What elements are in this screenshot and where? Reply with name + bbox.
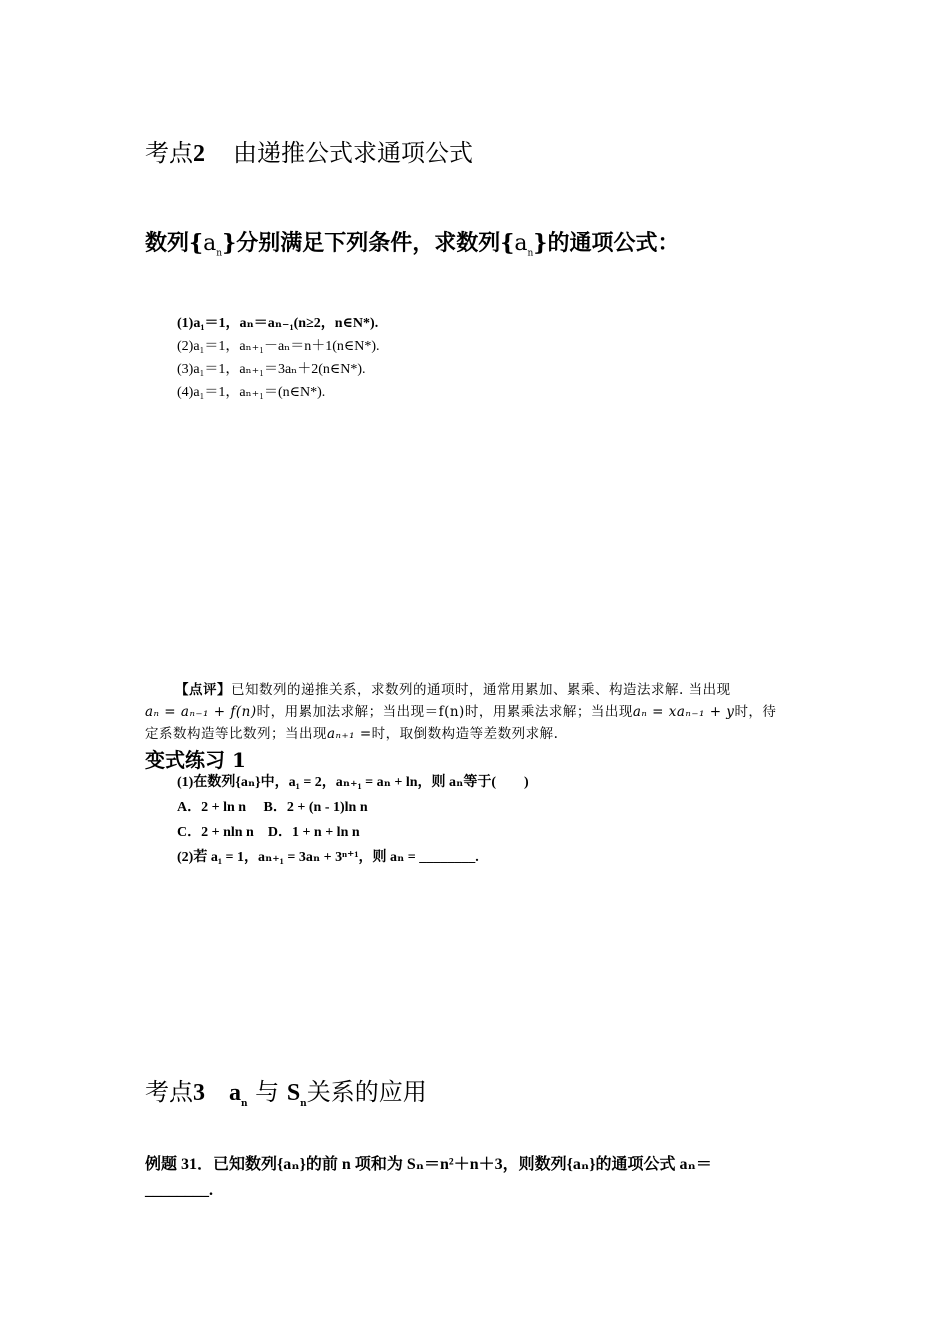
comment-tag: 【点评】 xyxy=(175,682,231,698)
section-number: 2 xyxy=(193,141,205,167)
condition-list xyxy=(177,312,380,404)
section-title-part: 关系的应用 xyxy=(306,1078,427,1106)
comment-block xyxy=(145,679,810,745)
practice-block xyxy=(177,770,529,870)
comment-line xyxy=(145,679,810,701)
comment-line xyxy=(145,723,810,745)
comment-formula: aₙ₊₁ = xyxy=(327,726,372,742)
section-label: 考点 xyxy=(145,139,193,167)
comment-text: 已知数列的递推关系，求数列的通项时，通常用累加、累乘、构造法求解. 当出现 xyxy=(231,682,731,698)
example-31-line1: 例题 31．已知数列{aₙ}的前 n 项和为 Sₙ＝n²＋n＋3，则数列{aₙ}的通项公式 aₙ＝ xyxy=(145,1156,712,1173)
problem-statement xyxy=(145,226,679,257)
lead-part: }的通项公式： xyxy=(533,230,680,256)
comment-text: 时，待 xyxy=(734,704,777,720)
section-heading-2 xyxy=(145,133,473,168)
section-sub: n xyxy=(241,1098,248,1109)
practice-options-ab: A．2 + ln n B．2 + (n - 1)ln n xyxy=(177,800,368,815)
lead-sub: n xyxy=(527,248,534,259)
practice-question-1: (1)在数列{aₙ}中，a₁ = 2，aₙ₊₁ = aₙ + ln，则 aₙ等于( ) xyxy=(177,775,529,790)
section-title: 由递推公式求通项公式 xyxy=(233,139,473,167)
comment-formula: aₙ = aₙ₋₁ + f(n) xyxy=(145,704,257,720)
section-title-part: 与 xyxy=(247,1078,287,1106)
lead-sub: n xyxy=(216,248,223,259)
lead-var: a xyxy=(514,231,528,256)
example-31 xyxy=(145,1152,712,1204)
lead-part: 数列{ xyxy=(145,230,204,256)
condition-item: (1)a₁＝1，aₙ＝aₙ₋₁(n≥2，n∈N*). xyxy=(177,316,379,331)
practice-question-2: (2)若 a₁ = 1，aₙ₊₁ = 3aₙ + 3ⁿ⁺¹，则 aₙ = ________. xyxy=(177,850,479,865)
section-label: 考点 xyxy=(145,1078,193,1106)
lead-part: }分别满足下列条件，求数列{ xyxy=(222,230,515,256)
practice-title: 变式练习 1 xyxy=(145,748,246,772)
practice-options-cd: C．2 + nln n D．1 + n + ln n xyxy=(177,825,360,840)
lead-var: a xyxy=(203,231,217,256)
section-sub: n xyxy=(300,1098,307,1109)
condition-item: (4)a₁＝1，aₙ₊₁＝(n∈N*). xyxy=(177,385,326,400)
comment-text: 时，取倒数构造等差数列求解. xyxy=(371,726,559,742)
comment-text: 定系数构造等比数列；当出现 xyxy=(145,726,327,742)
condition-item: (2)a₁＝1，aₙ₊₁－aₙ＝n＋1(n∈N*). xyxy=(177,339,380,354)
comment-line xyxy=(145,701,810,723)
example-31-line2: ________. xyxy=(145,1182,213,1199)
section-var: a xyxy=(229,1080,241,1106)
comment-formula: aₙ = xaₙ₋₁ + y xyxy=(632,704,735,720)
condition-item: (3)a₁＝1，aₙ₊₁＝3aₙ＋2(n∈N*). xyxy=(177,362,366,377)
section-heading-3 xyxy=(145,1072,427,1107)
section-var: S xyxy=(286,1080,301,1106)
comment-text: 时，用累加法求解；当出现＝f(n)时，用累乘法求解；当出现 xyxy=(256,704,633,720)
section-number: 3 xyxy=(193,1080,205,1106)
